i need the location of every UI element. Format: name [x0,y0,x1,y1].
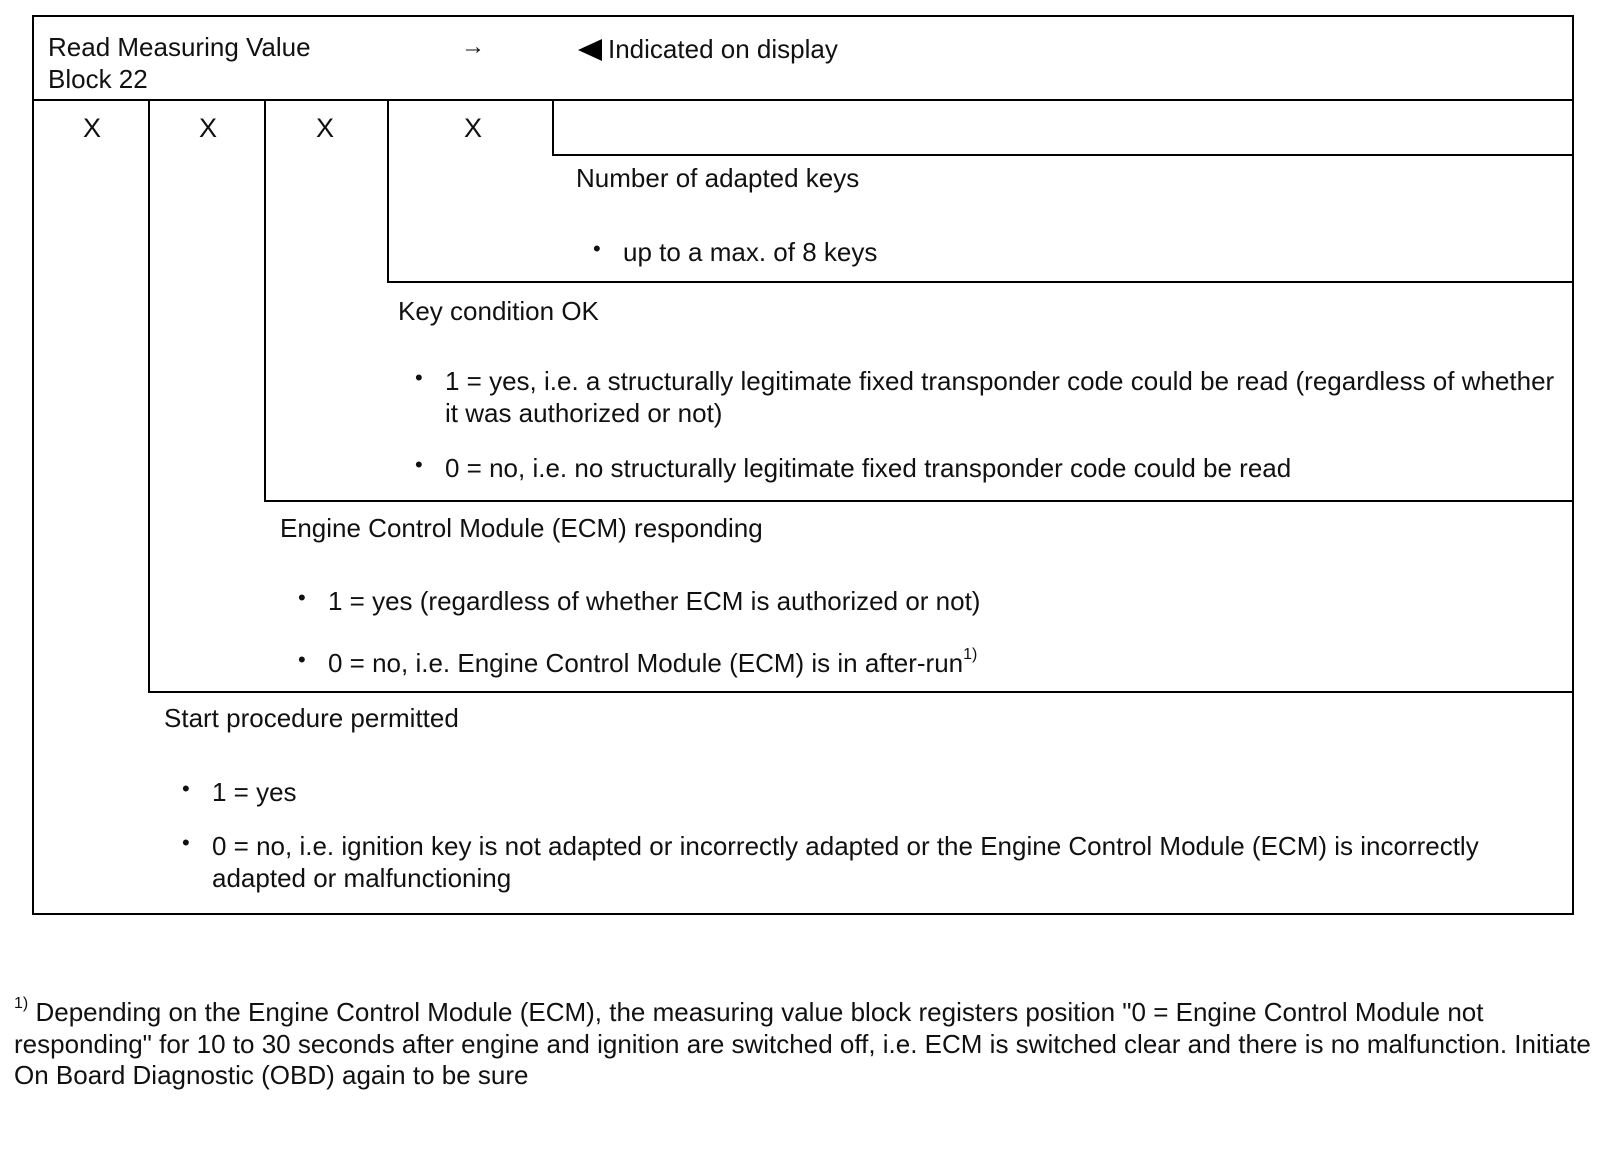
display-indicator [578,34,838,66]
footnote [14,997,1592,1092]
triangle-left-icon [578,38,604,62]
keys-bullet-1: • up to a max. of 8 keys [623,237,877,269]
key-condition-bullet-1: • 1 = yes, i.e. a structurally legitimate fixed transponder code could be read (regardless of whether it was authorized or not) [445,366,1555,429]
col-line-2 [264,99,266,502]
column-x-1: X [82,113,101,143]
start-bullet-2: • 0 = no, i.e. ignition key is not adapted or incorrectly adapted or the Engine Control Module (ECM) is incorrectly adapted or malfunctioning [212,831,1492,894]
key-condition-bottom-line [264,500,1574,502]
ecm-bullet-2 [328,648,977,680]
frame-left [32,15,34,915]
keys-heading: Number of adapted keys [576,163,860,193]
arrow-icon: → [461,33,485,60]
header-title [48,32,311,95]
keys-bottom-line [387,281,1574,283]
footnote-text: Depending on the Engine Control Module (ECM), the measuring value block registers position "0 = Engine Control Module not responding" for 10 to 30 seconds after engine and ignition are switched off, i.e. ECM is switched clear and there is no malfunction. Initiate On Board Diagnostic (OBD) again to be sure [14,997,1591,1091]
col-line-1 [148,99,150,693]
col-line-4 [552,99,554,155]
frame-bottom [32,913,1574,915]
key-condition-bullet-2: • 0 = no, i.e. no structurally legitimate fixed transponder code could be read [445,453,1291,485]
key-condition-heading: Key condition OK [398,296,599,326]
indicator-label: Indicated on display [608,34,838,64]
header-title-line2: Block 22 [48,63,148,94]
column-x-4: X [463,113,482,143]
ecm-footnote-ref: 1) [963,646,978,664]
ecm-bullet-2-text: 0 = no, i.e. Engine Control Module (ECM) is in after-run [328,648,964,678]
ecm-heading: Engine Control Module (ECM) responding [280,513,763,543]
column-x-2: X [198,113,217,143]
ecm-bullet-1: • 1 = yes (regardless of whether ECM is authorized or not) [328,586,980,618]
frame-right [1572,15,1574,915]
start-heading: Start procedure permitted [164,703,459,733]
frame-top [32,15,1574,17]
keys-top-line [552,154,1574,156]
column-x-3: X [315,113,334,143]
ecm-bottom-line [148,691,1574,693]
footnote-marker: 1) [14,995,29,1013]
start-bullet-1: • 1 = yes [212,777,297,809]
col-line-3 [387,99,389,283]
header-title-line1: Read Measuring Value [48,32,311,62]
